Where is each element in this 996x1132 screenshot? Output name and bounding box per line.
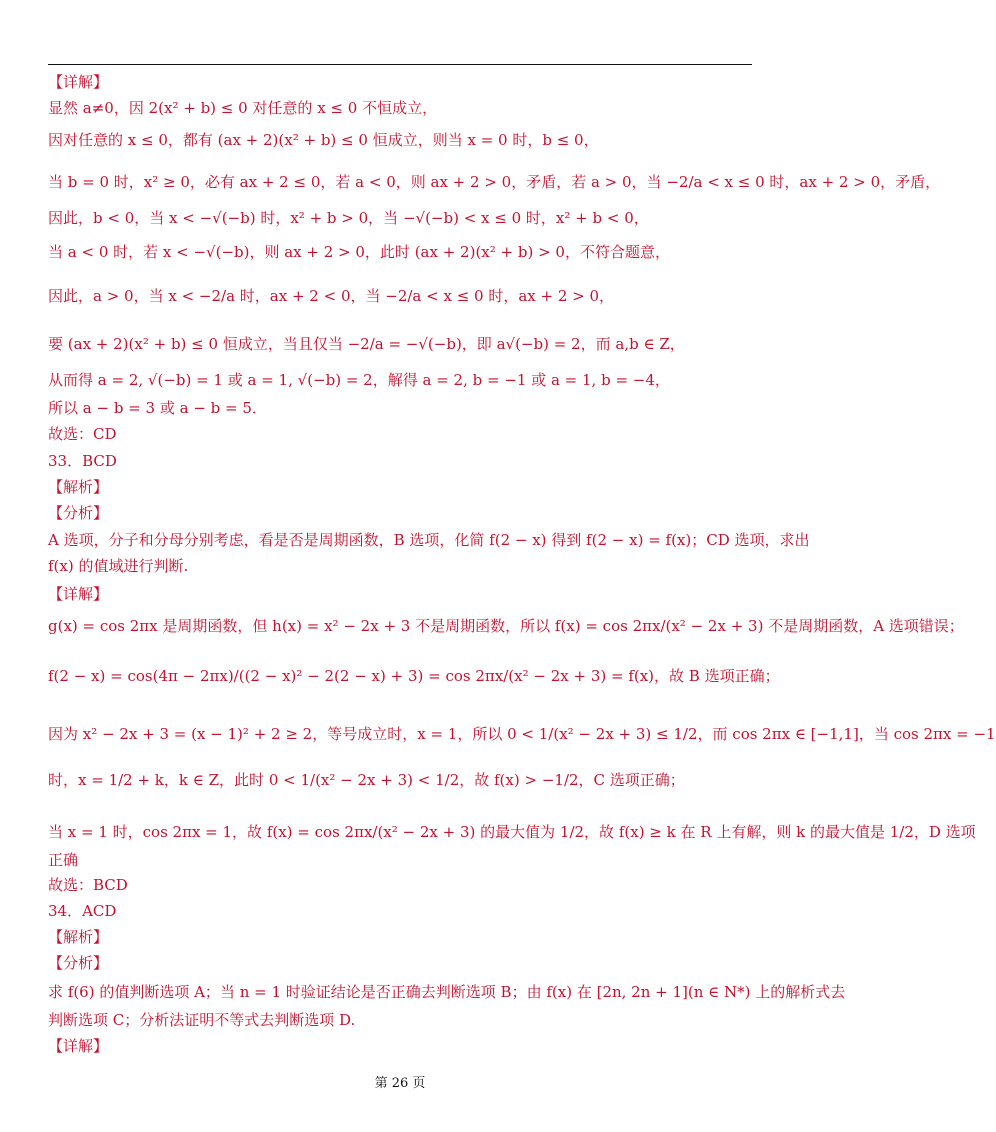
text-line: 当 x = 1 时，cos 2πx = 1，故 f(x) = cos 2πx/(x² − 2x + 3) 的最大值为 1/2，故 f(x) ≥ k 在 R 上有解，则 k 的最大值是 1/2，D 选项: [48, 823, 976, 841]
text-line: 34．ACD: [48, 902, 117, 920]
text-line: 【解析】: [48, 478, 109, 496]
text-line: 故选：CD: [48, 425, 117, 443]
text-line: 33．BCD: [48, 452, 117, 470]
text-line: 正确: [48, 851, 79, 869]
text-line: g(x) = cos 2πx 是周期函数，但 h(x) = x² − 2x + 3 不是周期函数，所以 f(x) = cos 2πx/(x² − 2x + 3) 不是周期函数，A 选项错误；: [48, 617, 964, 635]
text-line: f(2 − x) = cos(4π − 2πx)/((2 − x)² − 2(2 − x) + 3) = cos 2πx/(x² − 2x + 3) = f(x)，故 B 选项正确；: [48, 667, 780, 685]
page-footer: 第 26 页: [374, 1076, 426, 1091]
header-rule: [48, 64, 752, 65]
text-line: 所以 a − b = 3 或 a − b = 5．: [48, 399, 267, 417]
text-line: 因此，a > 0，当 x < −2/a 时，ax + 2 < 0，当 −2/a < x ≤ 0 时，ax + 2 > 0，: [48, 287, 615, 305]
text-line: 【详解】: [48, 73, 109, 91]
text-line: 判断选项 C；分析法证明不等式去判断选项 D.: [48, 1011, 356, 1029]
text-line: 因为 x² − 2x + 3 = (x − 1)² + 2 ≥ 2，等号成立时，x = 1，所以 0 < 1/(x² − 2x + 3) ≤ 1/2，而 cos 2πx ∈ [−1,1]，当 cos 2πx = −1: [48, 725, 996, 743]
text-line: 显然 a≠0，因 2(x² + b) ≤ 0 对任意的 x ≤ 0 不恒成立，: [48, 99, 438, 117]
text-line: 当 b = 0 时，x² ≥ 0，必有 ax + 2 ≤ 0，若 a < 0，则 ax + 2 > 0，矛盾，若 a > 0，当 −2/a < x ≤ 0 时，ax + 2 > 0，矛盾，: [48, 173, 941, 191]
text-line: 【详解】: [48, 1037, 109, 1055]
text-line: 故选：BCD: [48, 876, 128, 894]
text-line: f(x) 的值域进行判断.: [48, 557, 189, 575]
text-line: 要 (ax + 2)(x² + b) ≤ 0 恒成立，当且仅当 −2/a = −√(−b)，即 a√(−b) = 2，而 a,b ∈ Z，: [48, 335, 685, 353]
text-line: 【分析】: [48, 954, 109, 972]
text-line: 因此，b < 0，当 x < −√(−b) 时，x² + b > 0，当 −√(−b) < x ≤ 0 时，x² + b < 0，: [48, 209, 649, 227]
text-line: 【解析】: [48, 928, 109, 946]
text-line: A 选项，分子和分母分别考虑，看是否是周期函数，B 选项，化简 f(2 − x) 得到 f(2 − x) = f(x)；CD 选项，求出: [48, 531, 810, 549]
text-line: 【分析】: [48, 504, 109, 522]
text-line: 因对任意的 x ≤ 0，都有 (ax + 2)(x² + b) ≤ 0 恒成立，则当 x = 0 时，b ≤ 0，: [48, 131, 599, 149]
text-line: 时，x = 1/2 + k，k ∈ Z，此时 0 < 1/(x² − 2x + 3) < 1/2，故 f(x) > −1/2，C 选项正确；: [48, 771, 685, 789]
text-line: 当 a < 0 时，若 x < −√(−b)，则 ax + 2 > 0，此时 (ax + 2)(x² + b) > 0，不符合题意，: [48, 243, 670, 261]
text-line: 求 f(6) 的值判断选项 A；当 n = 1 时验证结论是否正确去判断选项 B；由 f(x) 在 [2n, 2n + 1](n ∈ N*) 上的解析式去: [48, 983, 846, 1001]
text-line: 从而得 a = 2, √(−b) = 1 或 a = 1, √(−b) = 2，解得 a = 2, b = −1 或 a = 1, b = −4，: [48, 371, 670, 389]
text-line: 【详解】: [48, 585, 109, 603]
